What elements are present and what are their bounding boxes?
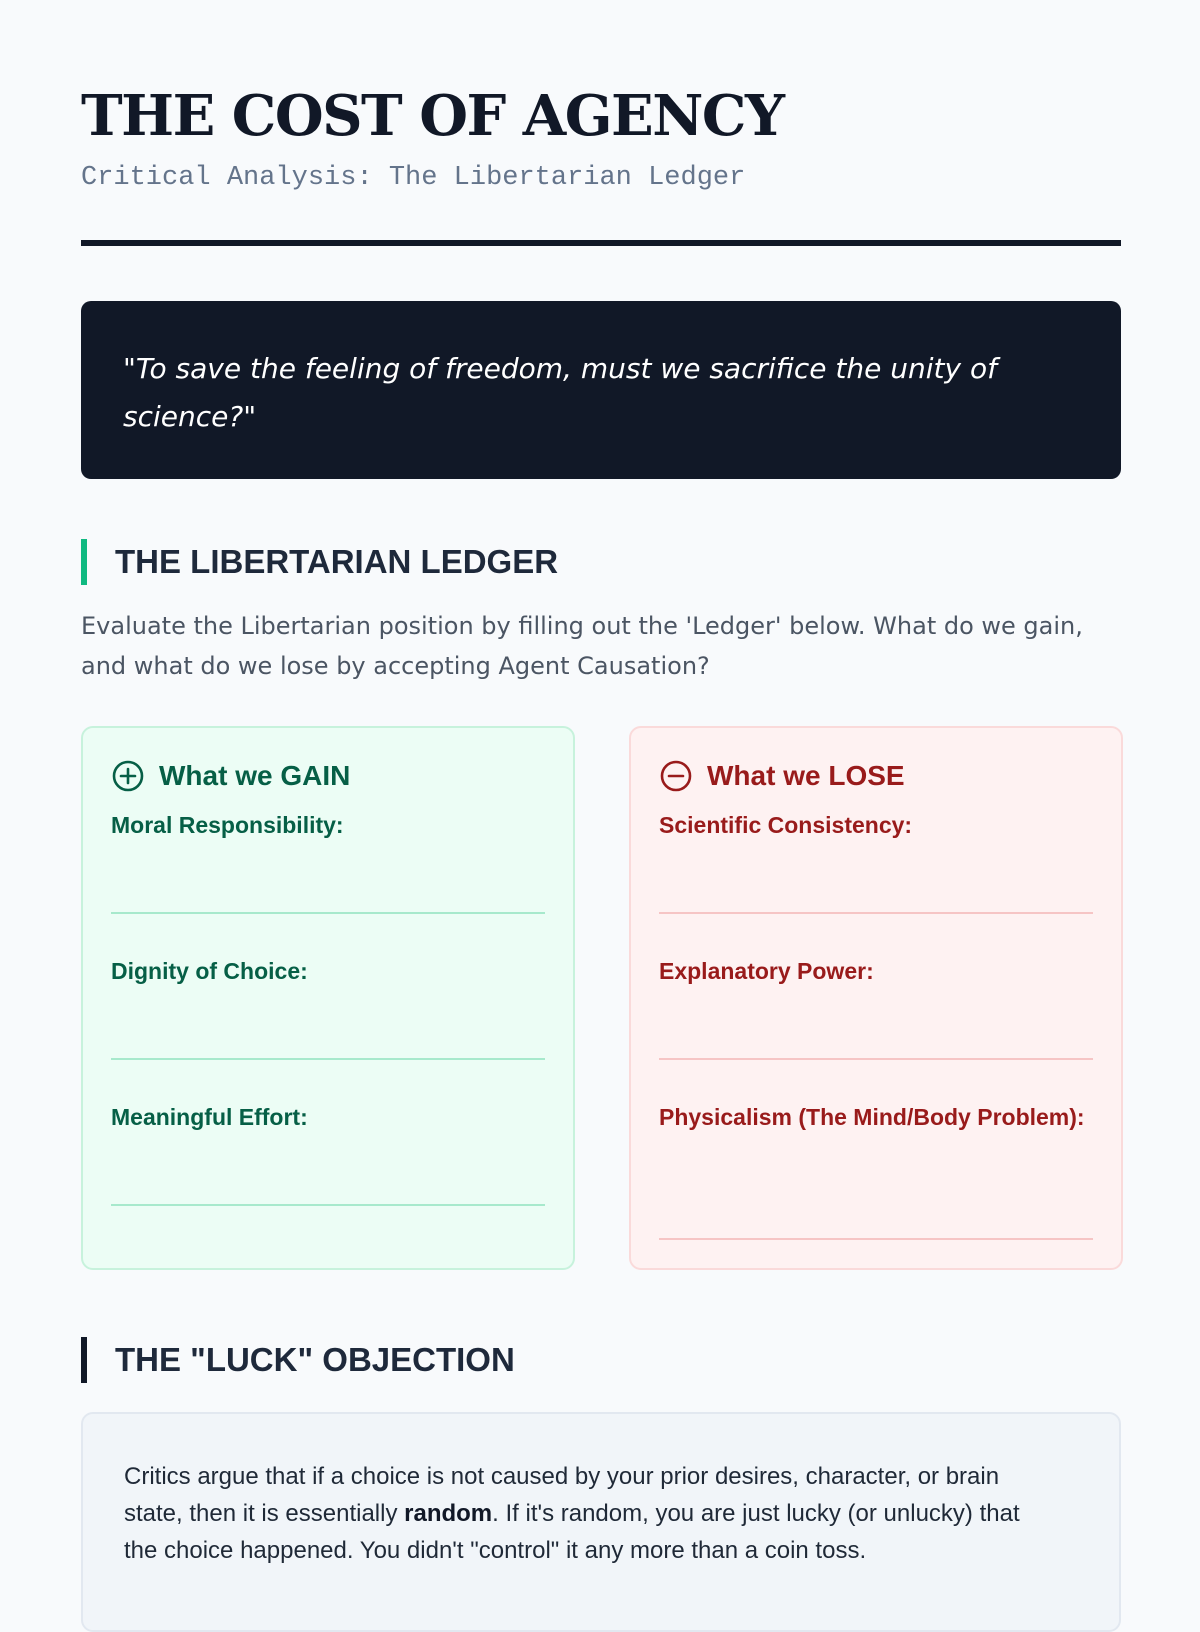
quote-text: "To save the feeling of freedom, must we sacrifice the unity of science?"	[123, 352, 997, 433]
page-title: THE COST OF AGENCY	[81, 83, 784, 149]
luck-text-part-2: . If it's random, you are just lucky (or unlucky) that the choice happened. You didn't "control" it any more than a coin toss.	[124, 1500, 1020, 1564]
luck-section-header	[81, 1336, 515, 1384]
lose-field-label: Scientific Consistency:	[659, 812, 913, 838]
luck-text-emphasis: random	[404, 1500, 493, 1527]
gain-field-moral-responsibility[interactable]	[111, 808, 545, 914]
gain-field-label: Moral Responsibility:	[111, 812, 344, 838]
gain-field-label: Meaningful Effort:	[111, 1104, 308, 1130]
header-divider	[81, 240, 1121, 246]
luck-section-title: THE "LUCK" OBJECTION	[115, 1341, 515, 1378]
luck-section-accent-bar	[81, 1337, 87, 1383]
plus-circle-icon	[111, 759, 145, 793]
ledger-section-header	[81, 538, 558, 586]
gain-card-title: What we GAIN	[159, 760, 351, 791]
minus-circle-icon	[659, 759, 693, 793]
luck-objection-box	[81, 1412, 1121, 1632]
lose-field-scientific-consistency[interactable]	[659, 808, 1093, 914]
lose-field-label: Explanatory Power:	[659, 958, 874, 984]
gain-card	[81, 726, 575, 1270]
gain-card-header	[111, 758, 545, 794]
lose-field-label: Physicalism (The Mind/Body Problem):	[659, 1104, 1085, 1130]
gain-field-label: Dignity of Choice:	[111, 958, 308, 984]
gain-field-meaningful-effort[interactable]	[111, 1100, 545, 1206]
lose-card-header	[659, 758, 1093, 794]
page-subtitle: Critical Analysis: The Libertarian Ledger	[81, 163, 746, 193]
quote-box	[81, 301, 1121, 479]
lose-field-explanatory-power[interactable]	[659, 954, 1093, 1060]
ledger-section-accent-bar	[81, 539, 87, 585]
lose-field-physicalism[interactable]	[659, 1100, 1093, 1240]
luck-text-part-1: Critics argue that if a choice is not caused by your prior desires, character, or brain state, then it is essentially	[124, 1463, 1000, 1527]
gain-field-dignity-of-choice[interactable]	[111, 954, 545, 1060]
ledger-instructions: Evaluate the Libertarian position by filling out the 'Ledger' below. What do we gain, and what do we lose by accepting Agent Causation?	[81, 612, 1083, 680]
ledger-section-title: THE LIBERTARIAN LEDGER	[115, 543, 559, 580]
lose-card	[629, 726, 1123, 1270]
luck-objection-text	[124, 1458, 1059, 1569]
lose-card-title: What we LOSE	[707, 760, 905, 791]
